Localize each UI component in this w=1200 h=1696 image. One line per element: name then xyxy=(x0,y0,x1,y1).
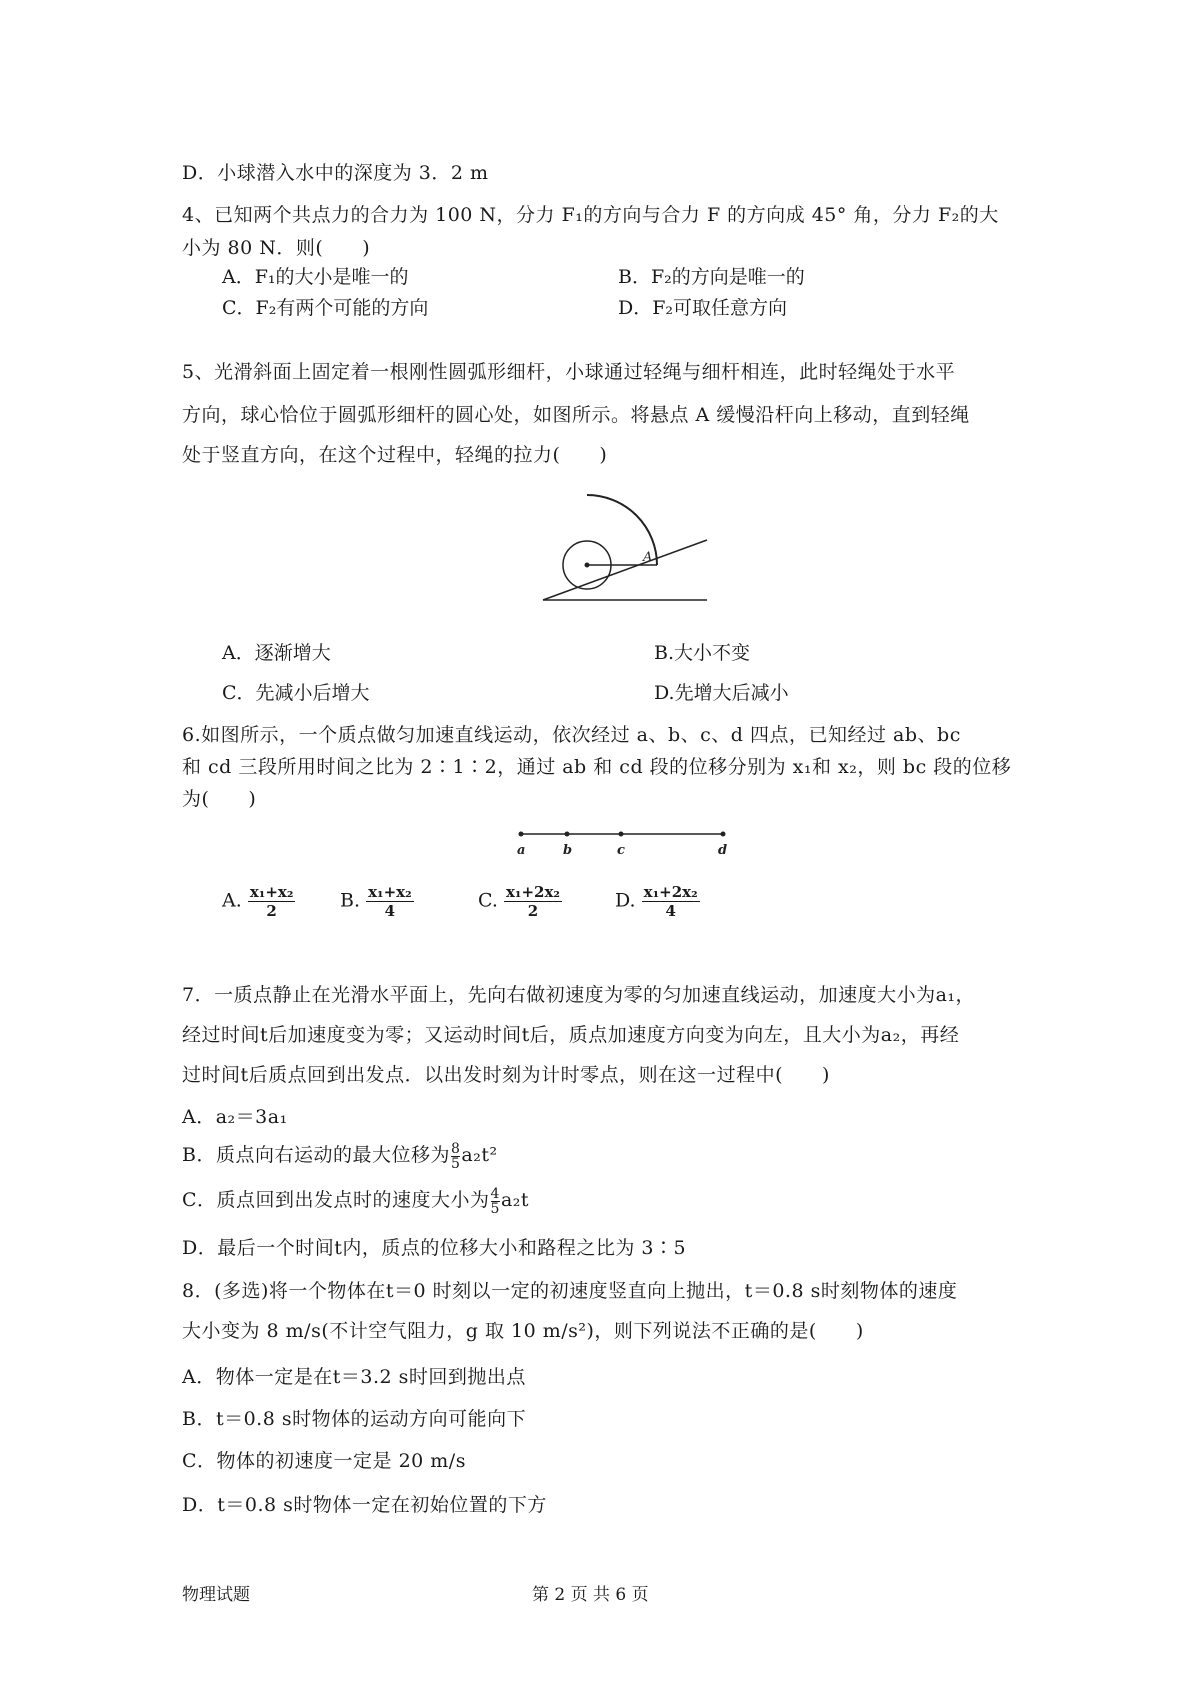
q4-option-a: A．F₁的大小是唯一的 xyxy=(222,266,409,288)
q6-option-c-num: x₁+2x₂ xyxy=(505,883,560,901)
q5-figure xyxy=(525,480,720,615)
q6-point-d: d xyxy=(718,843,728,858)
q7-option-b-frac-num: 8 xyxy=(450,1140,461,1157)
q7-option-c-fraction xyxy=(491,1187,500,1216)
q6-stem-line1: 6.如图所示，一个质点做匀加速直线运动，依次经过 a、b、c、d 四点，已知经过 ab、bc xyxy=(182,724,961,746)
q6-option-b-letter: B. xyxy=(340,889,361,912)
q7-option-b-frac-den: 5 xyxy=(450,1155,461,1172)
q6-option-c-fraction xyxy=(504,883,562,920)
q6-option-c-letter: C. xyxy=(478,889,498,912)
q6-option-d-num: x₁+2x₂ xyxy=(643,883,698,901)
q8-stem-line1: 8．(多选)将一个物体在t＝0 时刻以一定的初速度竖直向上抛出，t＝0.8 s时刻物体的速度 xyxy=(182,1280,958,1302)
q5-option-d: D.先增大后减小 xyxy=(654,682,789,704)
q6-option-b-den: 4 xyxy=(384,902,396,920)
q4-stem-line1: 4、已知两个共点力的合力为 100 N，分力 F₁的方向与合力 F 的方向成 45° 角，分力 F₂的大 xyxy=(182,204,999,226)
q6-stem-line2: 和 cd 三段所用时间之比为 2∶1∶2，通过 ab 和 cd 段的位移分别为 x₁和 x₂，则 bc 段的位移 xyxy=(182,756,1012,778)
q7-option-c-prefix: C．质点回到出发点时的速度大小为 xyxy=(182,1189,490,1211)
q4-option-b: B．F₂的方向是唯一的 xyxy=(618,266,805,288)
q7-option-c xyxy=(182,1185,529,1216)
q7-option-d: D．最后一个时间t内，质点的位移大小和路程之比为 3∶5 xyxy=(182,1237,687,1259)
q8-option-b: B．t＝0.8 s时物体的运动方向可能向下 xyxy=(182,1408,527,1430)
footer-subject: 物理试题 xyxy=(182,1585,250,1605)
q7-stem-line2: 经过时间t后加速度变为零；又运动时间t后，质点加速度方向变为向左，且大小为a₂，再经 xyxy=(182,1024,960,1046)
q7-option-c-frac-num: 4 xyxy=(490,1185,500,1202)
q7-stem-line3: 过时间t后质点回到出发点．以出发时刻为计时零点，则在这一过程中( ) xyxy=(182,1064,830,1086)
q6-option-d-letter: D. xyxy=(615,889,636,912)
q7-option-b-prefix: B．质点向右运动的最大位移为 xyxy=(182,1144,450,1166)
q6-point-a: a xyxy=(517,843,526,858)
q5-stem-line2: 方向，球心恰位于圆弧形细杆的圆心处，如图所示。将悬点 A 缓慢沿杆向上移动，直到轻绳 xyxy=(182,404,970,426)
q8-option-d: D．t＝0.8 s时物体一定在初始位置的下方 xyxy=(182,1494,547,1516)
q8-option-c: C．物体的初速度一定是 20 m/s xyxy=(182,1450,466,1472)
q8-option-a: A．物体一定是在t＝3.2 s时回到抛出点 xyxy=(182,1366,526,1388)
q5-option-c: C．先减小后增大 xyxy=(222,682,370,704)
q6-option-d xyxy=(615,883,700,920)
q5-stem-line1: 5、光滑斜面上固定着一根刚性圆弧形细杆，小球通过轻绳与细杆相连，此时轻绳处于水平 xyxy=(182,361,956,383)
q7-option-b-suffix: a₂t² xyxy=(461,1144,498,1166)
q7-option-c-suffix: a₂t xyxy=(500,1189,530,1211)
q6-point-c: c xyxy=(617,843,625,858)
q4-option-c: C．F₂有两个可能的方向 xyxy=(222,297,429,319)
q6-point-b: b xyxy=(563,843,573,858)
q7-stem-line1: 7．一质点静止在光滑水平面上，先向右做初速度为零的匀加速直线运动，加速度大小为a₁， xyxy=(182,984,976,1006)
q6-figure xyxy=(515,822,735,862)
q8-stem-line2: 大小变为 8 m/s(不计空气阻力，g 取 10 m/s²)，则下列说法不正确的是( ) xyxy=(182,1320,864,1342)
q3-option-d: D．小球潜入水中的深度为 3．2 m xyxy=(182,162,489,184)
q6-option-d-den: 4 xyxy=(665,902,676,920)
q6-option-c xyxy=(478,883,562,920)
q7-option-b-fraction xyxy=(451,1142,460,1171)
q6-option-a-den: 2 xyxy=(266,902,277,920)
q6-stem-line3: 为( ) xyxy=(182,788,257,810)
q5-option-a: A．逐渐增大 xyxy=(222,642,331,664)
q4-stem-line2: 小为 80 N．则( ) xyxy=(182,237,371,259)
q5-stem-line3: 处于竖直方向，在这个过程中，轻绳的拉力( ) xyxy=(182,444,608,466)
footer-page-info: 第 2 页 共 6 页 xyxy=(532,1585,649,1605)
q6-option-c-den: 2 xyxy=(527,902,539,920)
q5-figure-label-a: A xyxy=(643,550,653,565)
q6-option-b-num: x₁+x₂ xyxy=(368,883,412,901)
q6-option-a-num: x₁+x₂ xyxy=(249,883,294,901)
q7-option-c-frac-den: 5 xyxy=(490,1200,500,1217)
q6-option-b xyxy=(340,883,414,920)
q7-option-a: A．a₂＝3a₁ xyxy=(182,1106,288,1128)
q6-option-a xyxy=(222,883,295,920)
q6-option-d-fraction xyxy=(642,883,700,920)
q4-option-d: D．F₂可取任意方向 xyxy=(618,297,788,319)
q6-option-b-fraction xyxy=(366,883,414,920)
q7-option-b xyxy=(182,1140,498,1171)
q6-option-a-fraction xyxy=(248,883,296,920)
q5-option-b: B.大小不变 xyxy=(654,642,751,664)
q6-option-a-letter: A. xyxy=(222,889,242,912)
